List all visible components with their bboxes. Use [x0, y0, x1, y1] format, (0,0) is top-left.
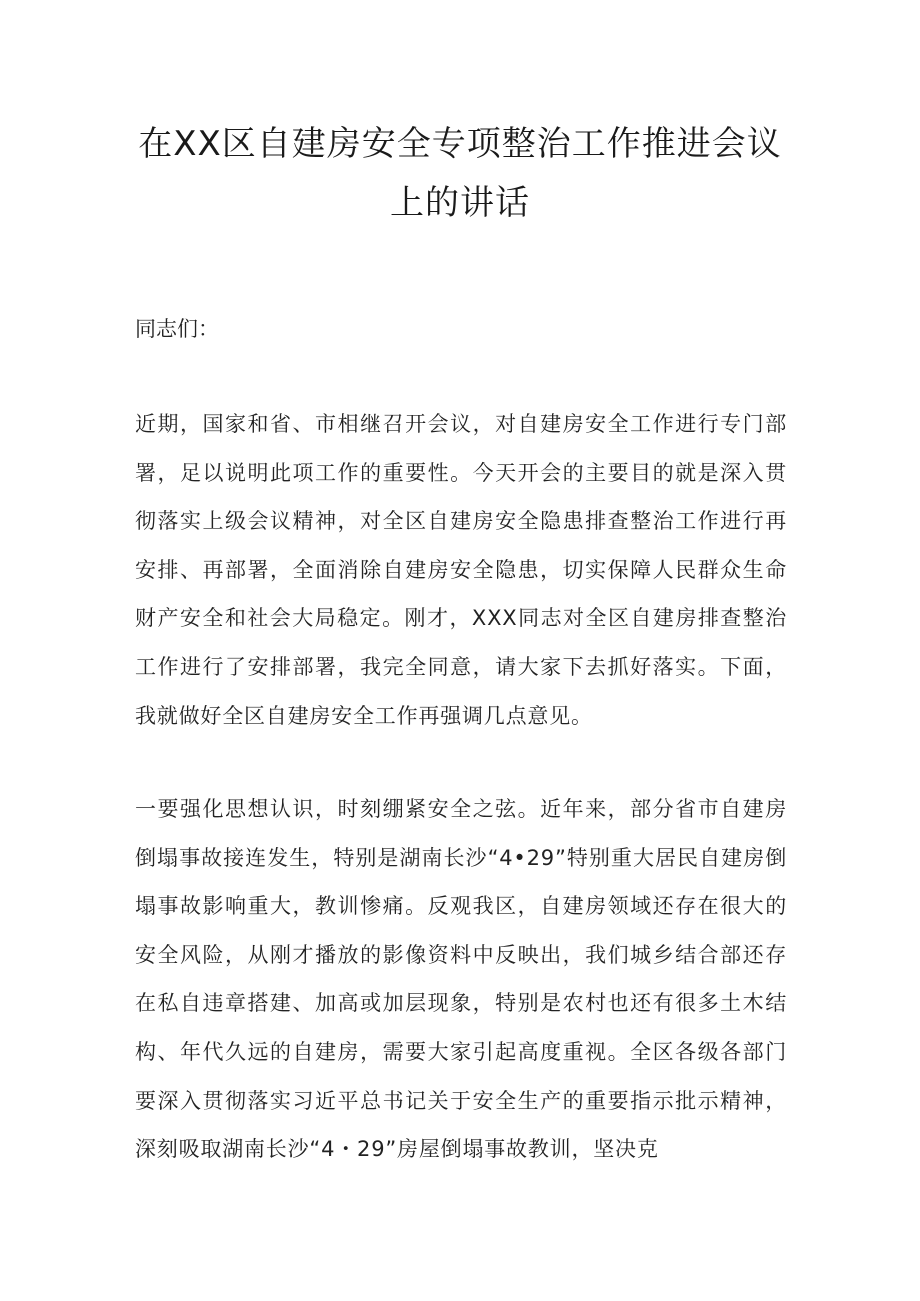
- paragraph-point-one: 一要强化思想认识，时刻绷紧安全之弦。近年来，部分省市自建房倒塌事故接连发生，特别是湖南长沙“4•29”特别重大居民自建房倒塌事故影响重大，教训惨痛。反观我区，自建房领域还存在很大的安全风险，从刚才播放的影像资料中反映出，我们城乡结合部还存在私自违章搭建、加高或加层现象，特别是农村也还有很多土木结构、年代久远的自建房，需要大家引起高度重视。全区各级各部门要深入贯彻落实习近平总书记关于安全生产的重要指示批示精神，深刻吸取湖南长沙“4・29”房屋倒塌事故教训，坚决克: [135, 797, 787, 1162]
- document-title: 在XX区自建房安全专项整治工作推进会议上的讲话: [138, 124, 782, 223]
- salutation: 同志们：: [135, 317, 219, 341]
- paragraph-intro: 近期，国家和省、市相继召开会议，对自建房安全工作进行专门部署，足以说明此项工作的重要性。今天开会的主要目的就是深入贯彻落实上级会议精神，对全区自建房安全隐患排查整治工作进行再安排、再部署，全面消除自建房安全隐患，切实保障人民群众生命财产安全和社会大局稳定。刚才，XXX同志对全区自建房排查整治工作进行了安排部署，我完全同意，请大家下去抓好落实。下面，我就做好全区自建房安全工作再强调几点意见。: [135, 412, 787, 728]
